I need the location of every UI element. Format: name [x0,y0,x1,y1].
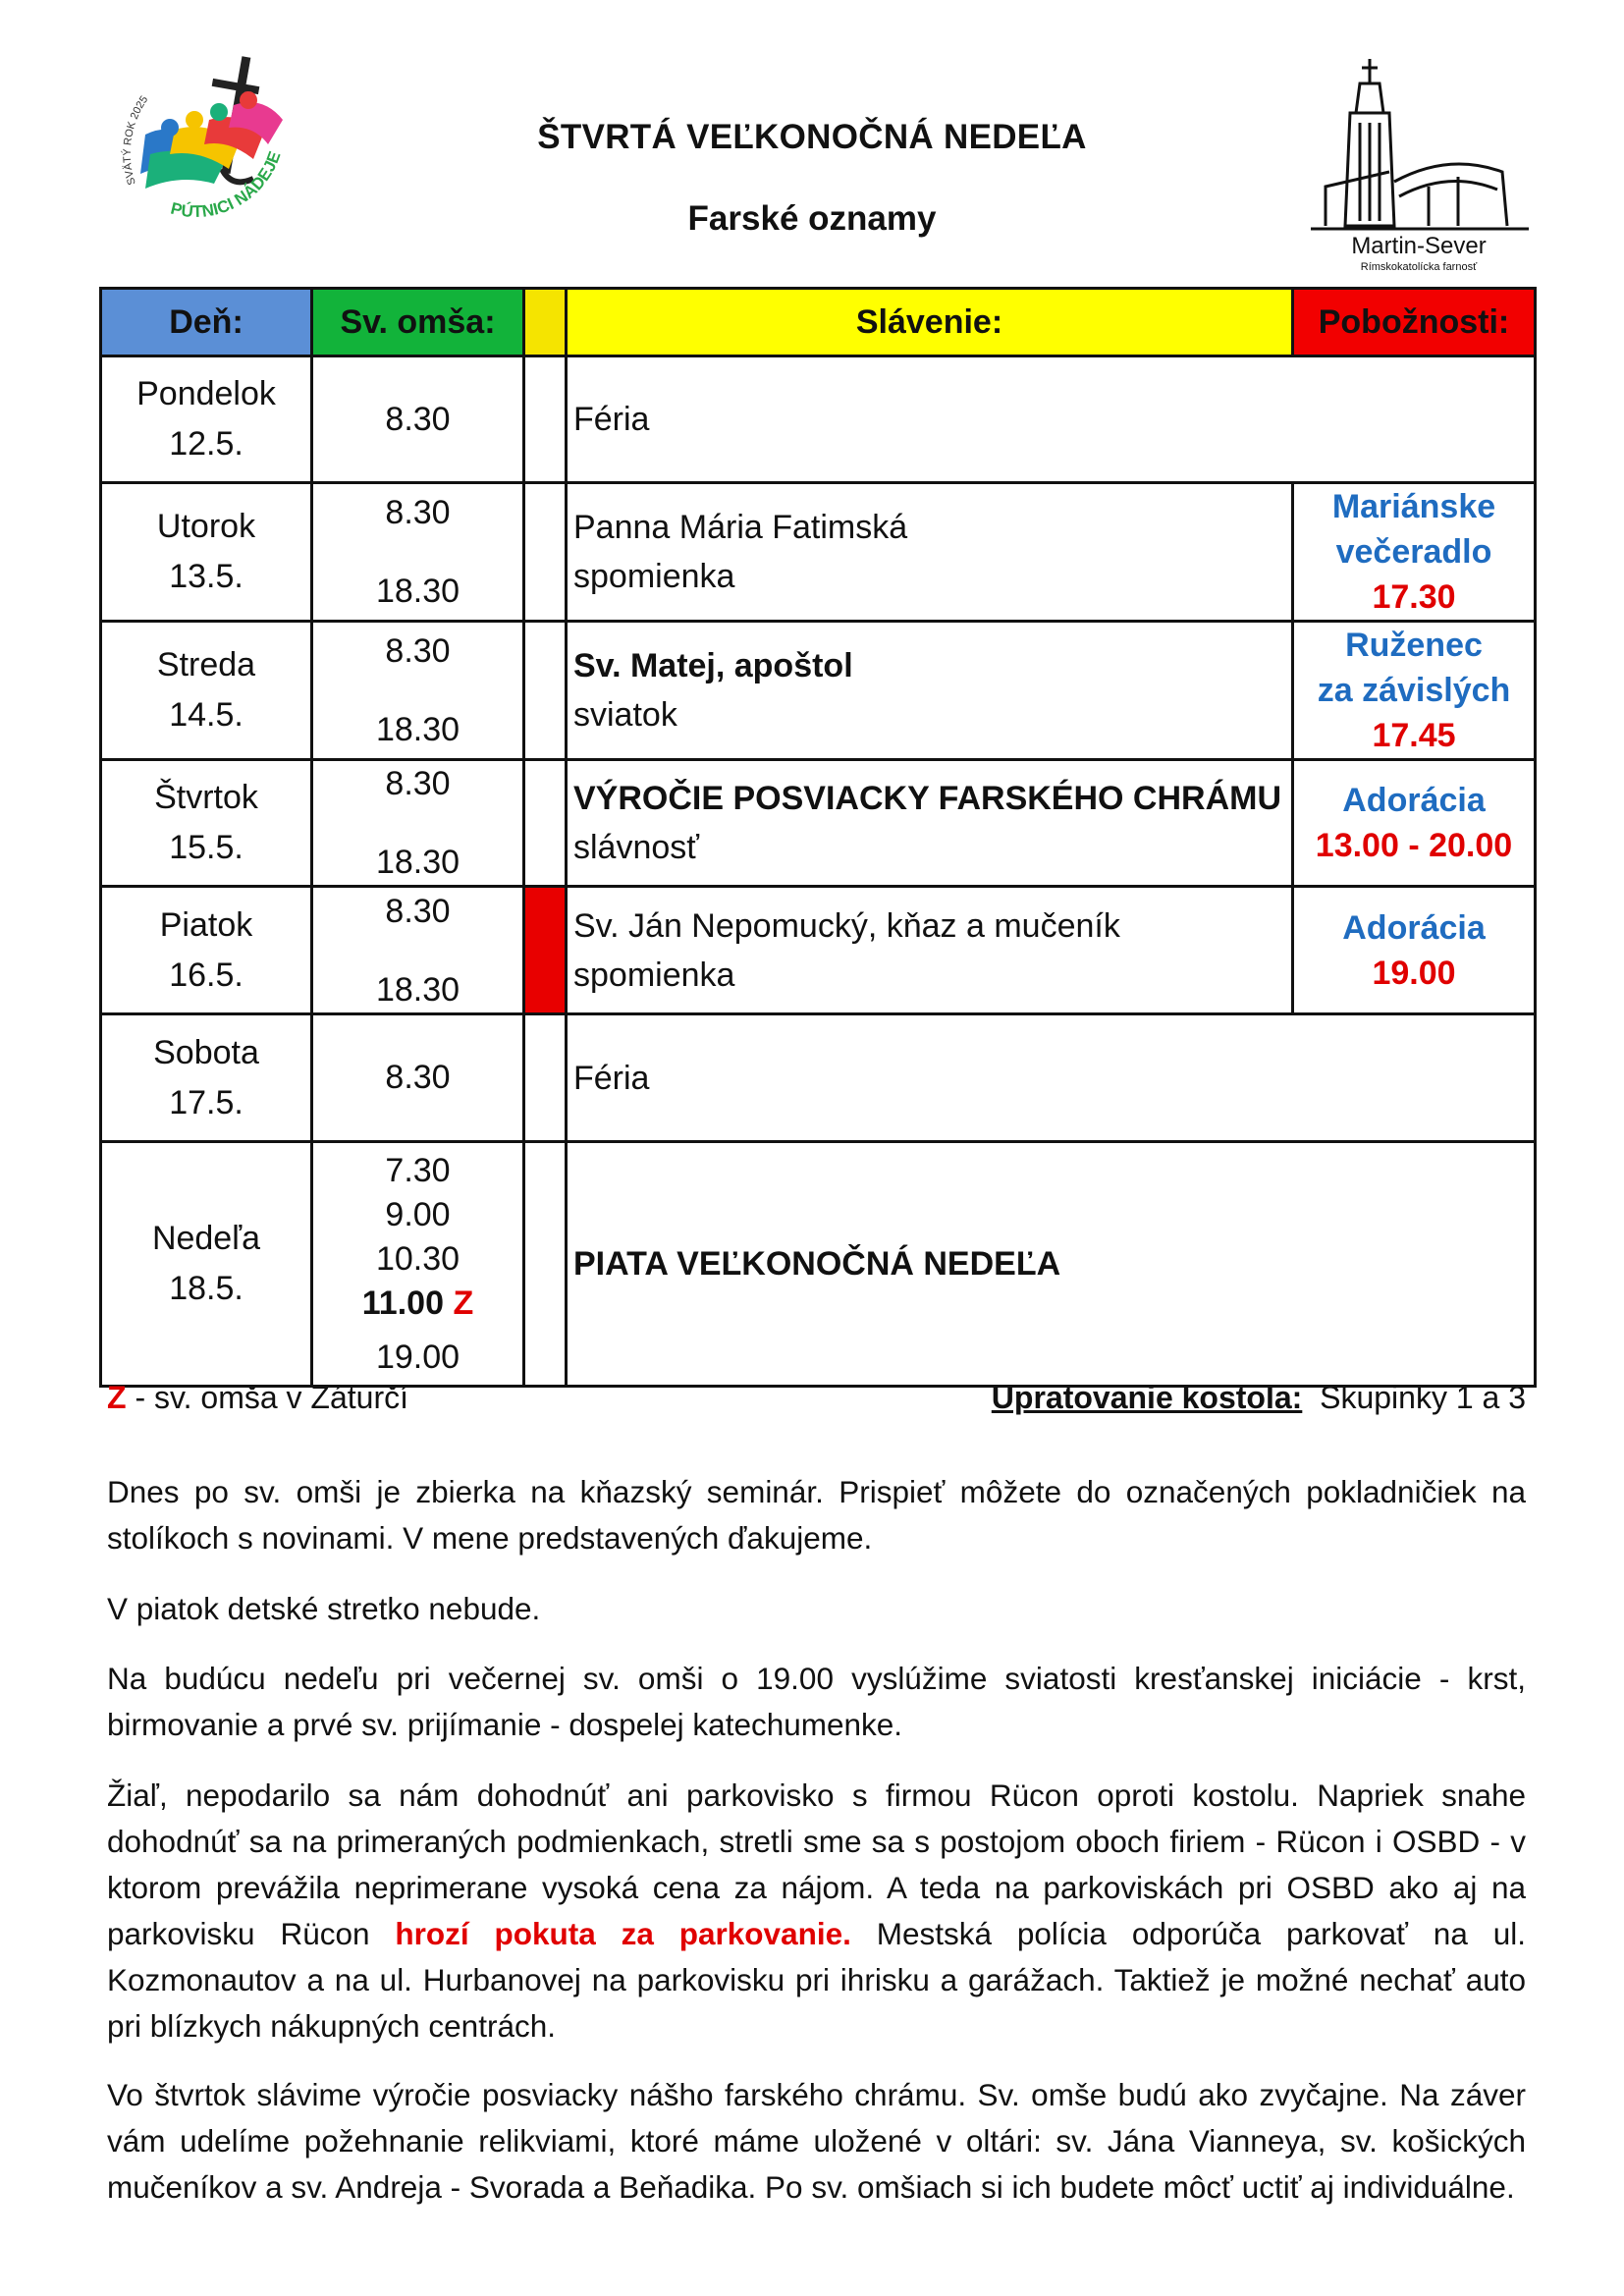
flag-cell [524,483,567,622]
mass-cell [312,356,524,483]
devotion-name: Ruženec [1345,627,1483,664]
day-date: 17.5. [169,1083,244,1121]
day-name: Sobota [153,1033,259,1071]
mass-time: 18.30 [375,970,460,1009]
flag-cell [524,356,567,483]
day-name: Streda [156,646,256,683]
announcement-collection: Dnes po sv. omši je zbierka na kňazský seminár. Prispieť môžete do označených pokladničiek na stolíkoch s novinami. V mene predstavených ďakujeme. [107,1474,1526,1556]
celebration-rank: slávnosť [573,829,700,866]
legend-note [107,1380,408,1416]
mass-time: 8.30 [385,765,451,802]
day-cell [101,760,312,887]
celebration-cell [567,887,1293,1014]
day-cell [101,887,312,1014]
zaturcie-mark: Z [453,1284,474,1322]
flag-cell [524,1142,567,1387]
devotion-time: 17.45 [1372,717,1456,754]
celebration-title: Sv. Ján Nepomucký, kňaz a mučeník [573,906,1120,945]
mass-cell [312,1014,524,1142]
celebration-title: Sv. Matej, apoštol [573,647,853,684]
day-name: Nedeľa [151,1220,261,1257]
mass-time: 7.30 [385,1151,451,1189]
flag-cell [524,622,567,760]
flag-cell [524,1014,567,1142]
parking-warning: hrozí pokuta za parkovanie. [395,1916,851,1951]
z-mark: Z [107,1380,127,1415]
mass-time-zaturcie [313,1282,522,1326]
mass-time: 8.30 [385,1059,451,1096]
mass-cell [312,760,524,887]
header-mass: Sv. omša: [312,289,524,356]
devotion-name: Adorácia [1342,782,1486,819]
table-row [101,1014,1536,1142]
devotion-name-2: za závislých [1317,672,1511,709]
celebration-cell [567,1142,1536,1387]
logo-parish-name: Martin-Sever [1351,233,1487,259]
day-date: 12.5. [169,425,244,463]
page-title: ŠTVRTÁ VEĽKONOČNÁ NEDEĽA [537,118,1087,156]
mass-cell [312,483,524,622]
devotion-cell [1293,483,1536,622]
devotion-time: 17.30 [1372,578,1456,616]
celebration-cell [567,622,1293,760]
day-name: Štvrtok [154,779,258,816]
announcement-parking [107,1773,1526,2050]
devotion-name: Adorácia [1342,908,1486,947]
devotion-cell [1293,760,1536,887]
mass-time: 18.30 [375,573,460,610]
day-cell [101,1142,312,1387]
table-row [101,356,1536,483]
parish-logo [1301,54,1537,275]
flag-cell [524,760,567,887]
celebration-cell [567,356,1536,483]
celebration-title: PIATA VEĽKONOČNÁ NEDEĽA [573,1245,1061,1283]
logo-parish-sub: Rímskokatolícka farnosť [1360,261,1478,273]
mass-cell [312,887,524,1014]
mass-time: 8.30 [385,400,451,438]
celebration-title: Féria [573,1059,650,1097]
mass-time: 18.30 [375,844,460,881]
devotion-name: Mariánske [1331,488,1496,525]
day-name: Piatok [159,905,253,944]
logo-bottom-text: PÚTNICI NÁDEJE [168,148,285,222]
celebration-cell [567,1014,1536,1142]
mass-time: 11.00 [361,1284,444,1322]
table-row [101,483,1536,622]
table-row [101,760,1536,887]
cleaning-note [992,1380,1526,1416]
devotion-cell [1293,622,1536,760]
page-subtitle: Farské oznamy [687,199,937,238]
header-celebration: Slávenie: [567,289,1293,356]
day-date: 14.5. [169,696,244,734]
mass-time: 8.30 [385,494,451,531]
announcement-initiation: Na budúcu nedeľu pri večernej sv. omši o 19.00 vyslúžime sviatosti kresťanskej iniciácie - krst, birmovanie a prvé sv. prijímanie - dospelej katechumenke. [107,1661,1526,1742]
announcement-youth: V piatok detské stretko nebude. [107,1591,541,1626]
liturgical-color-flag [524,887,567,1014]
day-date: 18.5. [169,1270,244,1307]
devotion-time: 19.00 [1372,954,1456,992]
z-text: - sv. omša v Záturčí [126,1380,408,1415]
logo-top-text: SVÄTÝ ROK 2025 [121,93,151,187]
header-flag [524,289,567,356]
day-date: 15.5. [169,829,244,866]
day-name: Utorok [156,508,256,545]
day-cell [101,622,312,760]
mass-time: 10.30 [375,1239,460,1278]
celebration-cell [567,760,1293,887]
table-row [101,887,1536,1014]
devotion-cell [1293,887,1536,1014]
day-name: Pondelok [136,375,276,412]
schedule-table [99,287,1537,1388]
celebration-cell [567,483,1293,622]
parking-text-2: Mestská polícia odporúča parkovať na ul. Kozmonautov a na ul. Hurbanovej na parkovisku pri ihrisku a garážach. Taktiež je možné nechať auto pri blízkych nákupných centrách. [107,1916,1526,2044]
cleaning-label: Upratovanie kostola: [991,1380,1303,1415]
mass-time: 8.30 [385,632,451,670]
cleaning-value: Skupinky 1 a 3 [1320,1380,1526,1415]
mass-cell [312,622,524,760]
table-row [101,622,1536,760]
celebration-title: VÝROČIE POSVIACKY FARSKÉHO CHRÁMU [573,780,1282,817]
celebration-rank: spomienka [573,558,735,595]
table-row [101,1142,1536,1387]
celebration-rank: spomienka [573,956,735,994]
day-cell [101,356,312,483]
header-day: Deň: [101,289,312,356]
day-cell [101,483,312,622]
day-cell [101,1014,312,1142]
celebration-title: Panna Mária Fatimská [573,509,908,546]
mass-time: 19.00 [375,1338,460,1376]
mass-time: 18.30 [375,711,460,748]
celebration-rank: sviatok [573,696,677,734]
mass-time: 8.30 [385,892,451,930]
mass-cell [312,1142,524,1387]
table-header-row [101,289,1536,356]
parking-text-1: Žiaľ, nepodarilo sa nám dohodnúť ani parkovisko s firmou Rücon oproti kostolu. Napriek snahe dohodnúť sa na primeraných podmienkach, stretli sme sa s postojom oboch firiem - Rücon i OSBD - v ktorom prevážila neprimerane vysoká cena za nájom. A teda na parkoviskách pri OSBD ako aj na parkovisku Rücon [107,1777,1526,1951]
devotion-name-2: večeradlo [1335,533,1492,571]
day-date: 13.5. [169,558,244,595]
announcement-anniversary: Vo štvrtok slávime výročie posviacky nášho farského chrámu. Sv. omše budú ako zvyčajne. Na záver vám udelíme požehnanie relikviami, ktoré máme uložené v oltári: sv. Jána Vianneya, sv. košických mučeníkov a sv. Andreja - Svorada a Beňadika. Po sv. omšiach si ich budete môcť uctiť aj individuálne. [107,2077,1526,2205]
day-date: 16.5. [169,956,244,994]
devotion-time: 13.00 - 20.00 [1315,827,1513,864]
header-devotions: Pobožnosti: [1293,289,1536,356]
mass-time: 9.00 [385,1195,451,1233]
celebration-title: Féria [573,401,650,438]
